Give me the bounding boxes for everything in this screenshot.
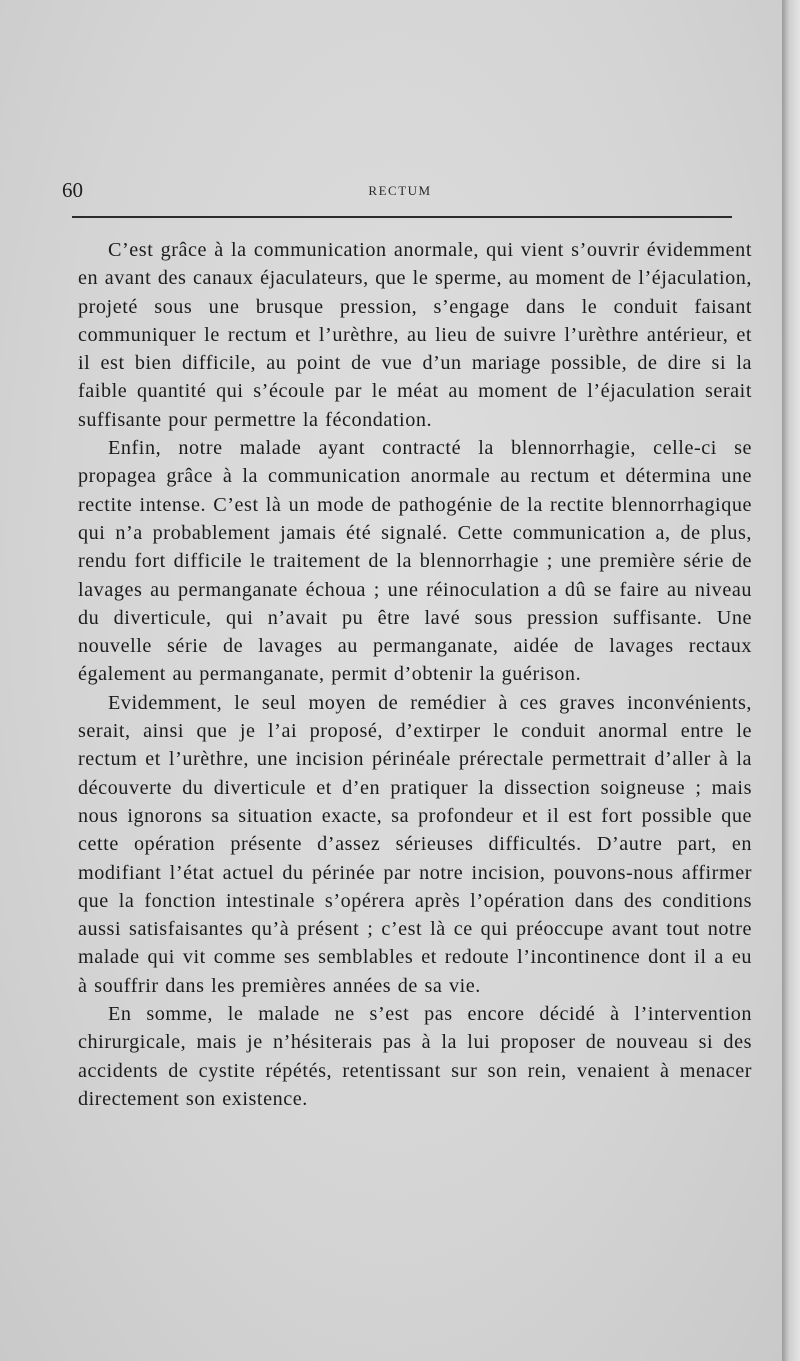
- running-title: RECTUM: [368, 183, 432, 198]
- paragraph: Enfin, notre malade ayant contracté la blennorrhagie, celle-ci se propagea grâce à la communication anormale au rectum et détermina une rectite intense. C’est là un mode de pathogénie de la rectite blennorrhagique qui n’a probablement jamais été signalé. Cette communication a, de plus, rendu fort difficile le traitement de la blennorrhagie ; une première série de lavages au permanganate échoua ; une réinoculation a dû se faire au niveau du diverticule, qui n’avait pu être lavé sous pression suffisante. Une nouvelle série de lavages au permanganate, aidée de lavages rectaux également au permanganate, permit d’obtenir la guérison.: [78, 437, 752, 686]
- body-text: [78, 236, 752, 1113]
- header-rule: [72, 216, 732, 218]
- page-header: [62, 178, 738, 204]
- page-edge-shadow: [782, 0, 800, 1361]
- paragraph: C’est grâce à la communication anormale, qui vient s’ouvrir évidemment en avant des canaux éjaculateurs, que le sperme, au moment de l’éjaculation, projeté sous une brusque pression, s’engage dans le conduit faisant communiquer le rectum et l’urèthre, au lieu de suivre l’urèthre antérieur, et il est bien difficile, au point de vue d’un mariage possible, de dire si la faible quantité qui s’écoule par le méat au moment de l’éjaculation serait suffisante pour permettre la fécondation.: [78, 239, 752, 431]
- page-number: 60: [62, 178, 83, 202]
- paragraph: Evidemment, le seul moyen de remédier à ces graves inconvénients, serait, ainsi que je l’ai proposé, d’extirper le conduit anormal entre le rectum et l’urèthre, une incision périnéale prérectale permettrait d’aller à la découverte du diverticule et d’en pratiquer la dissection soigneuse ; mais nous ignorons sa situation exacte, sa profondeur et il est fort possible que cette opération présente d’assez sérieuses difficultés. D’autre part, en modifiant l’état actuel du périnée par notre incision, pouvons-nous affirmer que la fonction intestinale s’opérera après l’opération dans des conditions aussi satisfaisantes qu’à présent ; c’est là ce qui préoccupe avant tout notre malade qui vit comme ses semblables et redoute l’incontinence dont il a eu à souffrir dans les premières années de sa vie.: [78, 691, 752, 997]
- paragraph: En somme, le malade ne s’est pas encore décidé à l’intervention chirurgicale, mais je n’hésiterais pas à la lui proposer de nouveau si des accidents de cystite répétés, retentissant sur son rein, venaient à menacer directement son existence.: [78, 1003, 752, 1110]
